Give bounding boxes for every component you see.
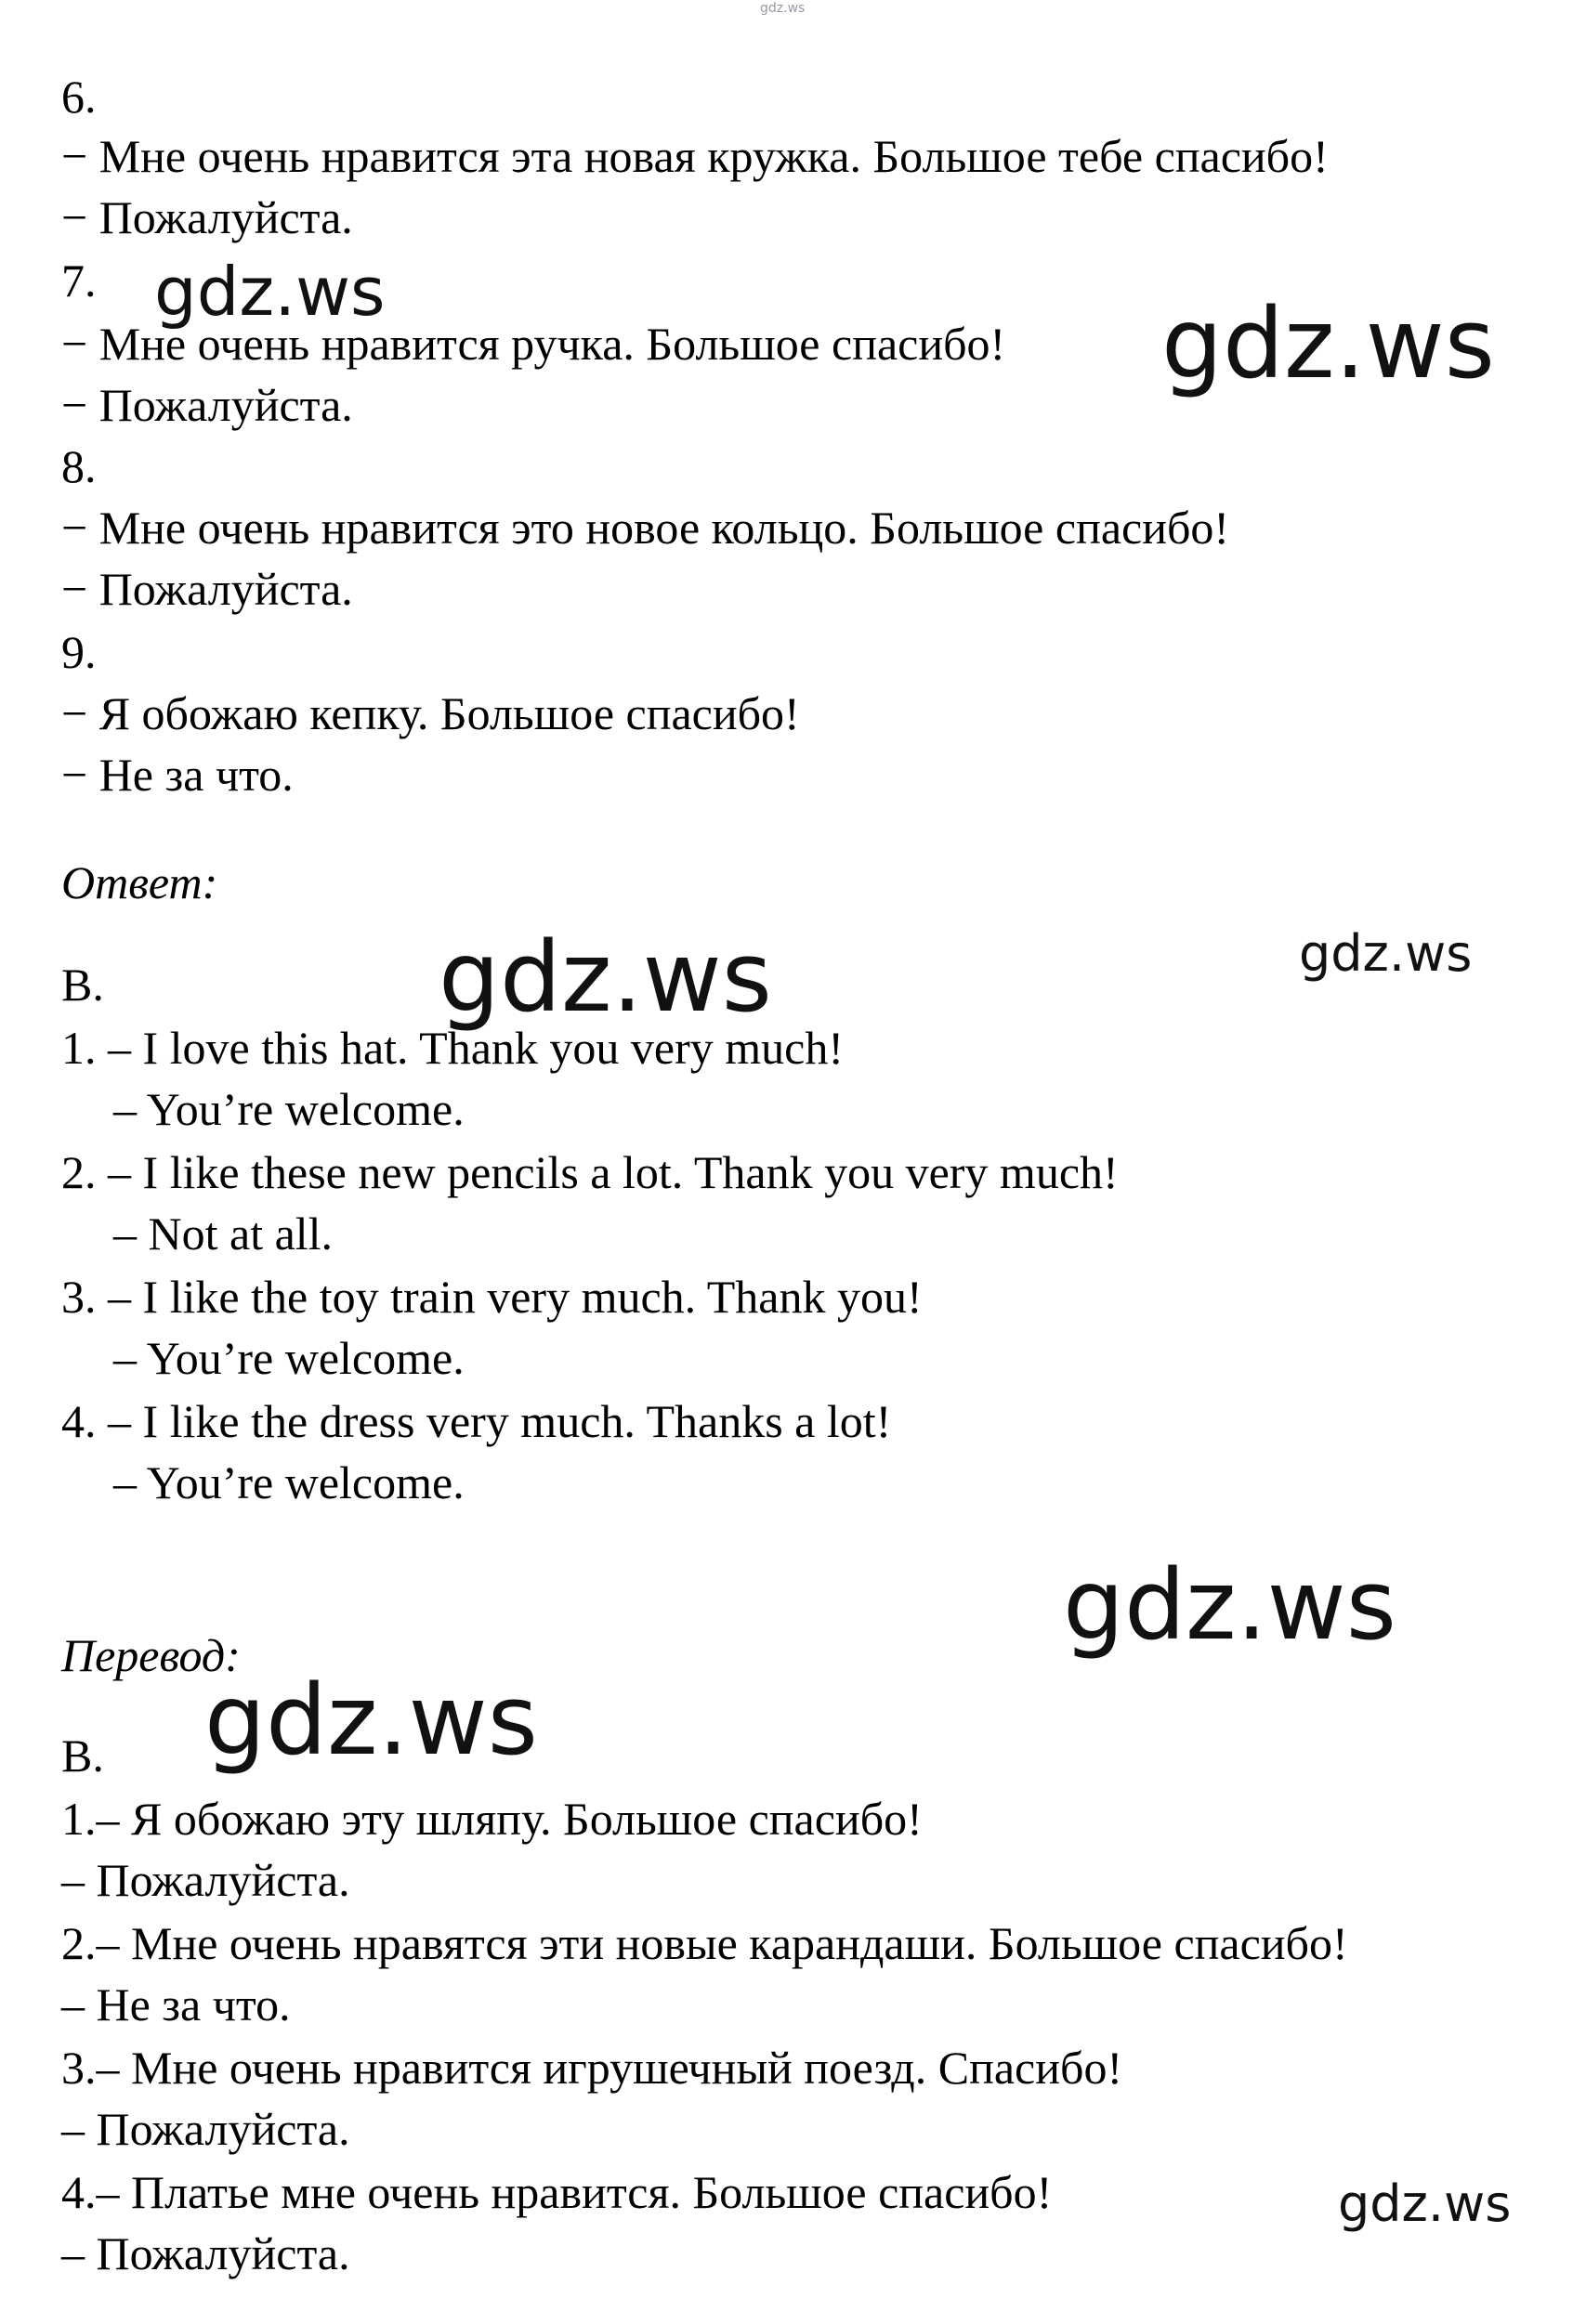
item-number-6: 6. [61,71,97,123]
item-7-line-1: − Мне очень нравится ручка. Большое спасибо! [61,318,1006,370]
answer-line-8: – You’re welcome. [113,1456,465,1508]
answer-line-1: 1. – I love this hat. Thank you very much! [61,1022,844,1074]
item-9-line-1: − Я обожаю кепку. Большое спасибо! [61,687,800,739]
answer-heading: Ответ: [61,856,218,908]
translation-heading: Перевод: [61,1629,241,1681]
translation-line-6: – Пожалуйста. [61,2103,350,2155]
watermark-5: gdz.ws [1063,1548,1396,1662]
item-number-9: 9. [61,626,97,678]
item-number-8: 8. [61,440,97,492]
translation-line-1: 1.– Я обожаю эту шляпу. Большое спасибо! [61,1793,923,1845]
item-8-line-2: − Пожалуйста. [61,563,353,615]
watermark-3: gdz.ws [439,920,772,1034]
watermark-7: gdz.ws [1338,2174,1512,2233]
item-9-line-2: − Не за что. [61,749,294,801]
translation-line-5: 3.– Мне очень нравится игрушечный поезд. Спасибо! [61,2042,1123,2094]
item-7-line-2: − Пожалуйста. [61,379,353,431]
translation-line-2: – Пожалуйста. [61,1854,350,1906]
translation-line-3: 2.– Мне очень нравятся эти новые карандаши. Большое спасибо! [61,1917,1348,1969]
answer-line-7: 4. – I like the dress very much. Thanks a lot! [61,1395,892,1447]
translation-line-4: – Не за что. [61,1978,291,2030]
answer-line-2: – You’re welcome. [113,1083,465,1135]
answer-line-3: 2. – I like these new pencils a lot. Thank you very much! [61,1146,1119,1198]
item-8-line-1: − Мне очень нравится это новое кольцо. Большое спасибо! [61,502,1230,554]
item-6-line-2: − Пожалуйста. [61,191,353,243]
answer-label: B. [61,959,104,1011]
watermark-1: gdz.ws [154,253,386,331]
answer-line-6: – You’re welcome. [113,1332,465,1384]
answer-line-4: – Not at all. [113,1208,334,1260]
translation-line-8: – Пожалуйста. [61,2227,350,2279]
watermark-2: gdz.ws [1161,287,1495,400]
item-number-7: 7. [61,255,97,307]
translation-line-7: 4.– Платье мне очень нравится. Большое спасибо! [61,2166,1053,2218]
watermark-4: gdz.ws [1299,924,1473,983]
translation-label: B. [61,1730,104,1782]
watermark-top: gdz.ws [760,1,806,16]
item-6-line-1: − Мне очень нравится эта новая кружка. Большое тебе спасибо! [61,130,1329,182]
watermark-6: gdz.ws [204,1664,538,1777]
answer-line-5: 3. – I like the toy train very much. Thank you! [61,1271,923,1323]
